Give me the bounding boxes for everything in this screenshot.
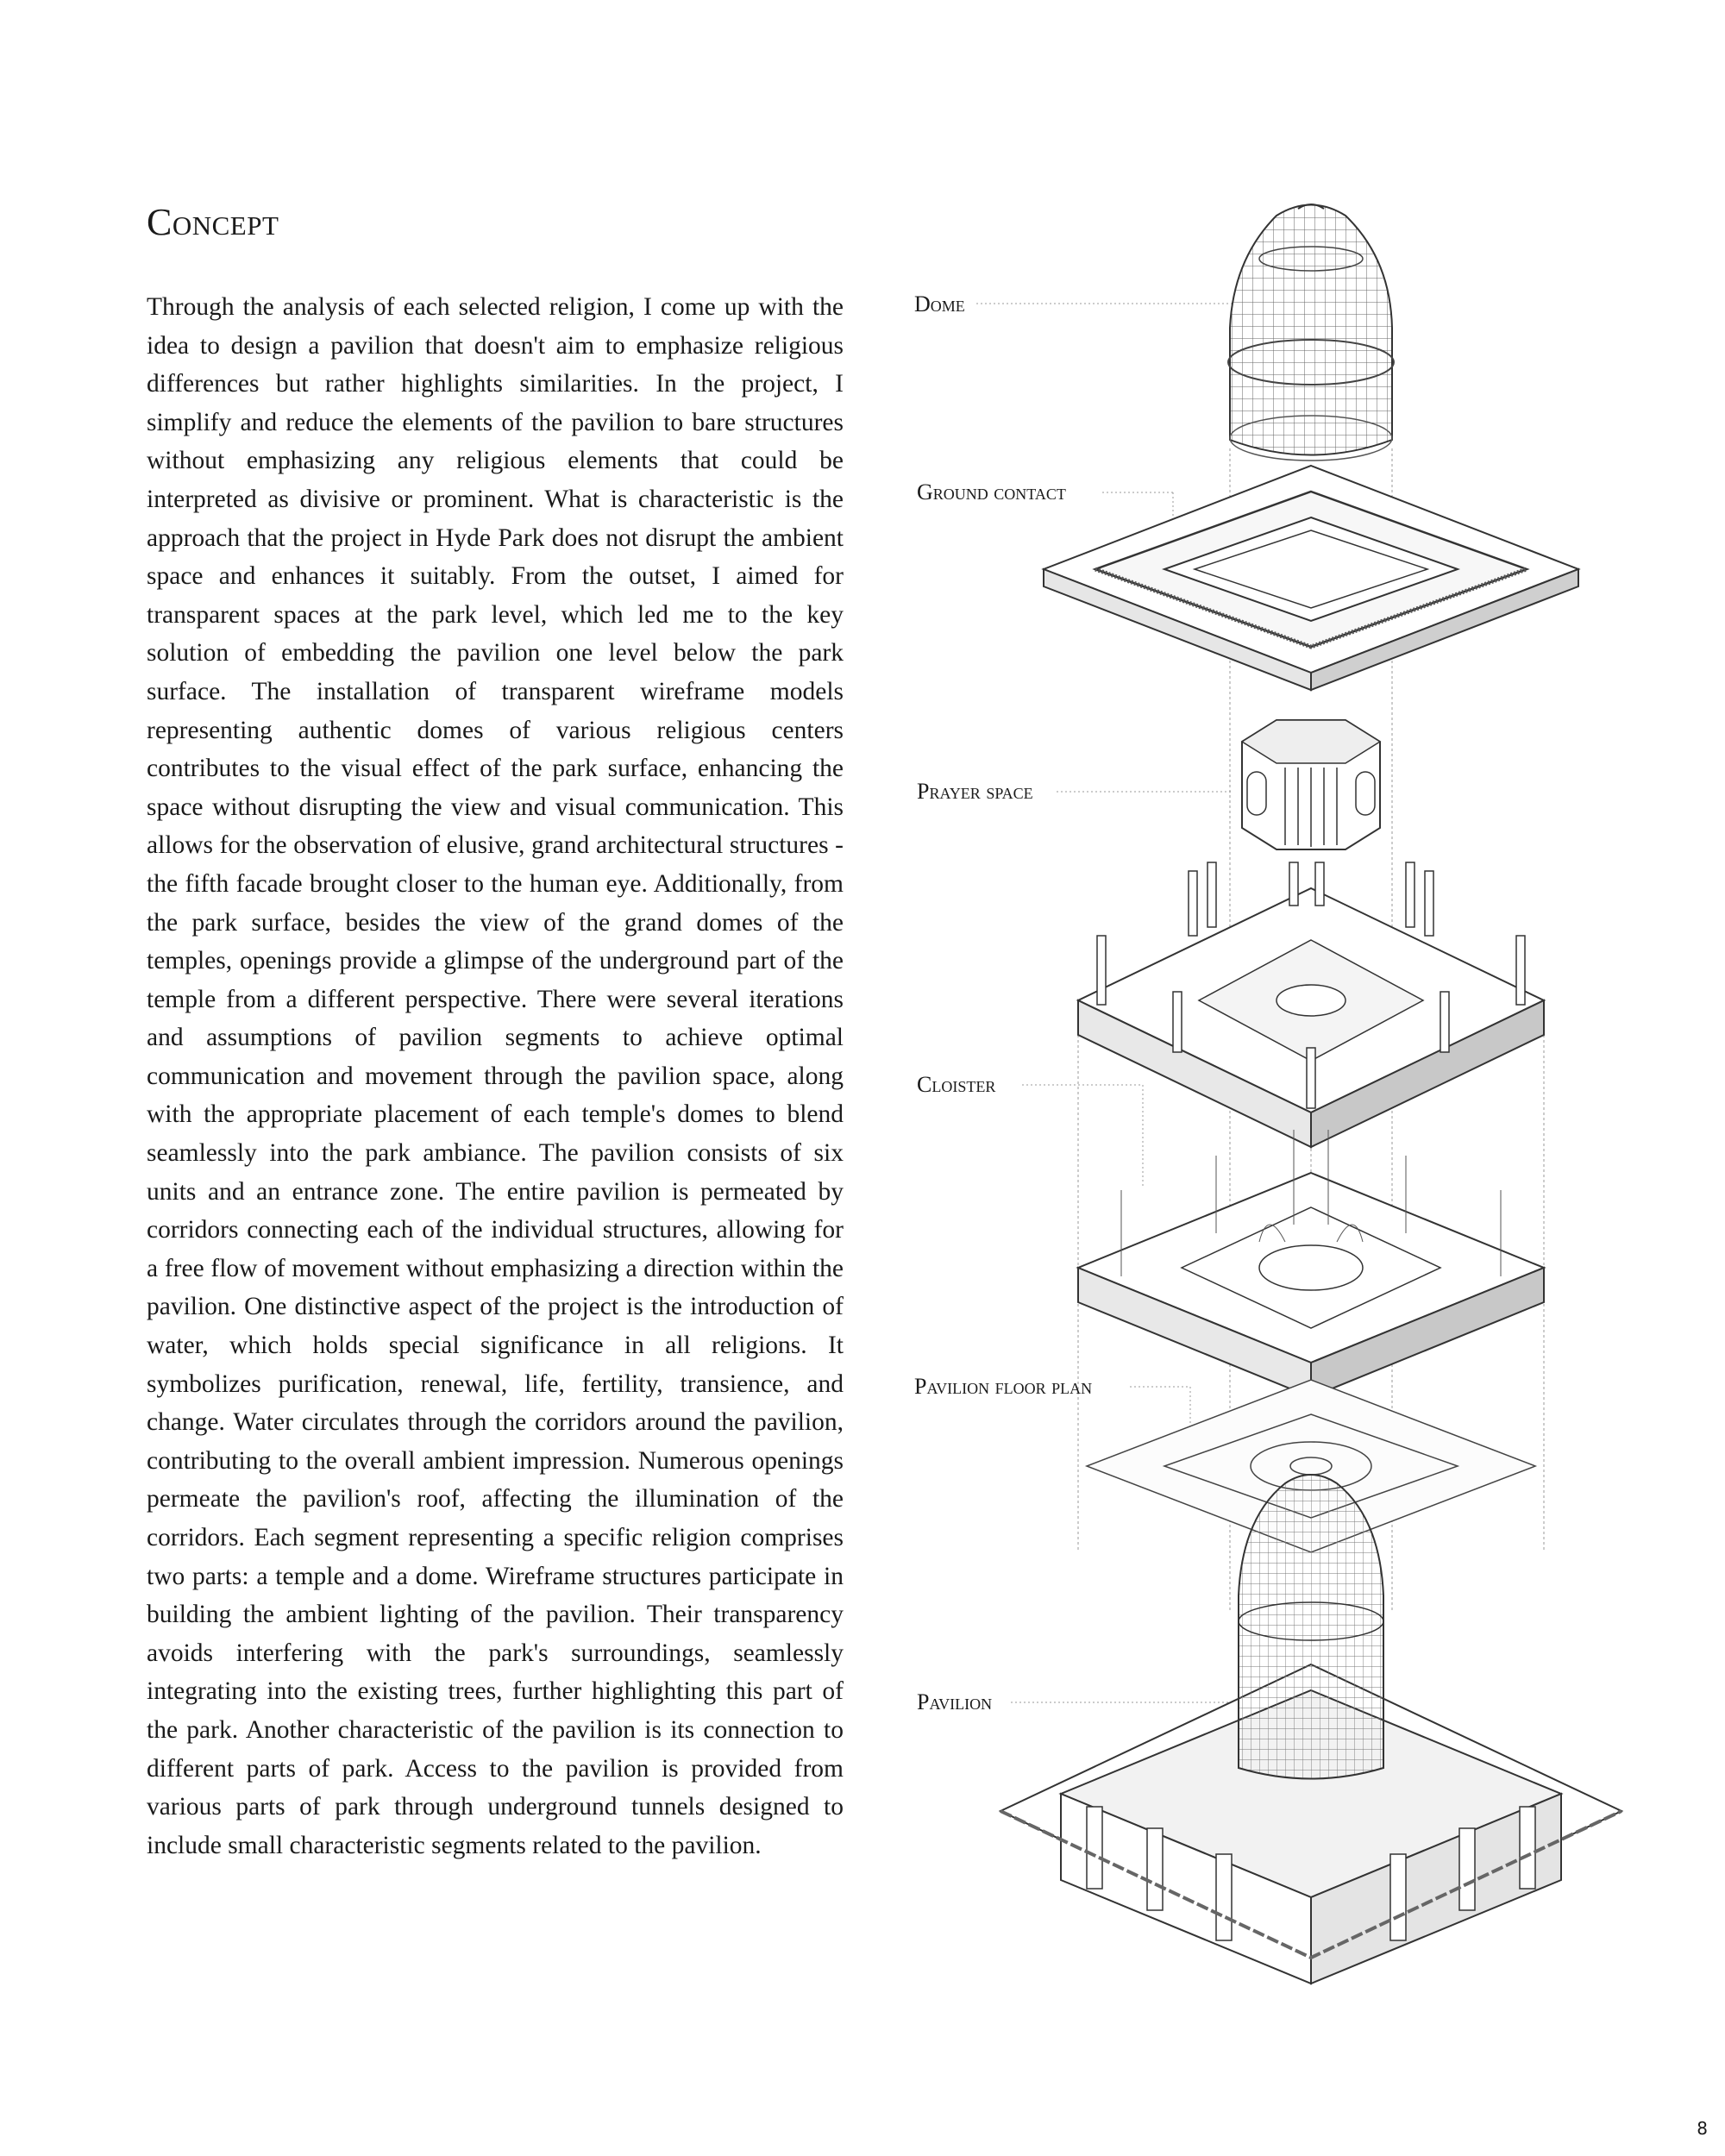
ground-contact-drawing [1044,466,1578,690]
label-cloister: Cloister [917,1072,996,1097]
dome-drawing [1228,204,1394,461]
prayer-space-drawing [1242,720,1380,849]
cloister-drawing [1078,862,1544,1147]
label-dome: Dome [914,291,965,317]
page-number: 8 [1697,2118,1708,2139]
label-ground-contact: Ground contact [917,479,1066,505]
label-prayer-space: Prayer space [917,779,1033,804]
section-heading: Concept [147,201,279,243]
label-floor-plan: Pavilion floor plan [914,1374,1093,1399]
concept-paragraph: Through the analysis of each selected religion, I come up with the idea to design a pavilion that doesn't aim to emphasize religious differences but rather highlights similarities. In the project, I simplify and reduce the elements of the pavilion to bare structures without emphasizing any religious elements that could be interpreted as divisive or prominent. What is characteristic is the approach that the project in Hyde Park does not disrupt the ambient space and enhances it suitably. From the outset, I aimed for transparent spaces at the park level, which led me to the key solution of embedding the pavilion one level below the park surface. The installation of transparent wireframe models representing authentic domes of various religious centers contributes to the visual effect of the park surface, enhancing the space without disrupting the view and visual communication. This allows for the observation of elusive, grand architectural structures - the fifth facade brought closer to the human eye. Additionally, from the park surface, besides the view of the grand domes of the temples, openings provide a glimpse of the underground part of the temple from a different perspective. There were several iterations and assumptions of pavilion segments to achieve optimal communication and movement through the pavilion space, along with the appropriate placement of each temple's domes to blend seamlessly into the park ambiance. The pavilion consists of six units and an entrance zone. The entire pavilion is permeated by corridors connecting each of the individual structures, allowing for a free flow of movement without emphasizing a direction within the pavilion. One distinctive aspect of the project is the introduction of water, which holds special significance in all religions. It symbolizes purification, renewal, life, fertility, transience, and change. Water circulates through the corridors around the pavilion, contributing to the overall ambient impression. Numerous openings permeate the pavilion's roof, affecting the illumination of the corridors. Each segment representing a specific religion comprises two parts: a temple and a dome. Wireframe structures participate in building the ambient lighting of the pavilion. Their transparency avoids interfering with the park's surroundings, seamlessly integrating into the existing trees, further highlighting this part of the park. Another characteristic of the pavilion is its connection to different parts of park. Access to the pavilion is provided from various parts of park through underground tunnels designed to include small characteristic segments related to the pavilion. [147,293,844,1859]
label-pavilion: Pavilion [917,1689,993,1714]
pavilion-drawing [1000,1475,1622,1984]
